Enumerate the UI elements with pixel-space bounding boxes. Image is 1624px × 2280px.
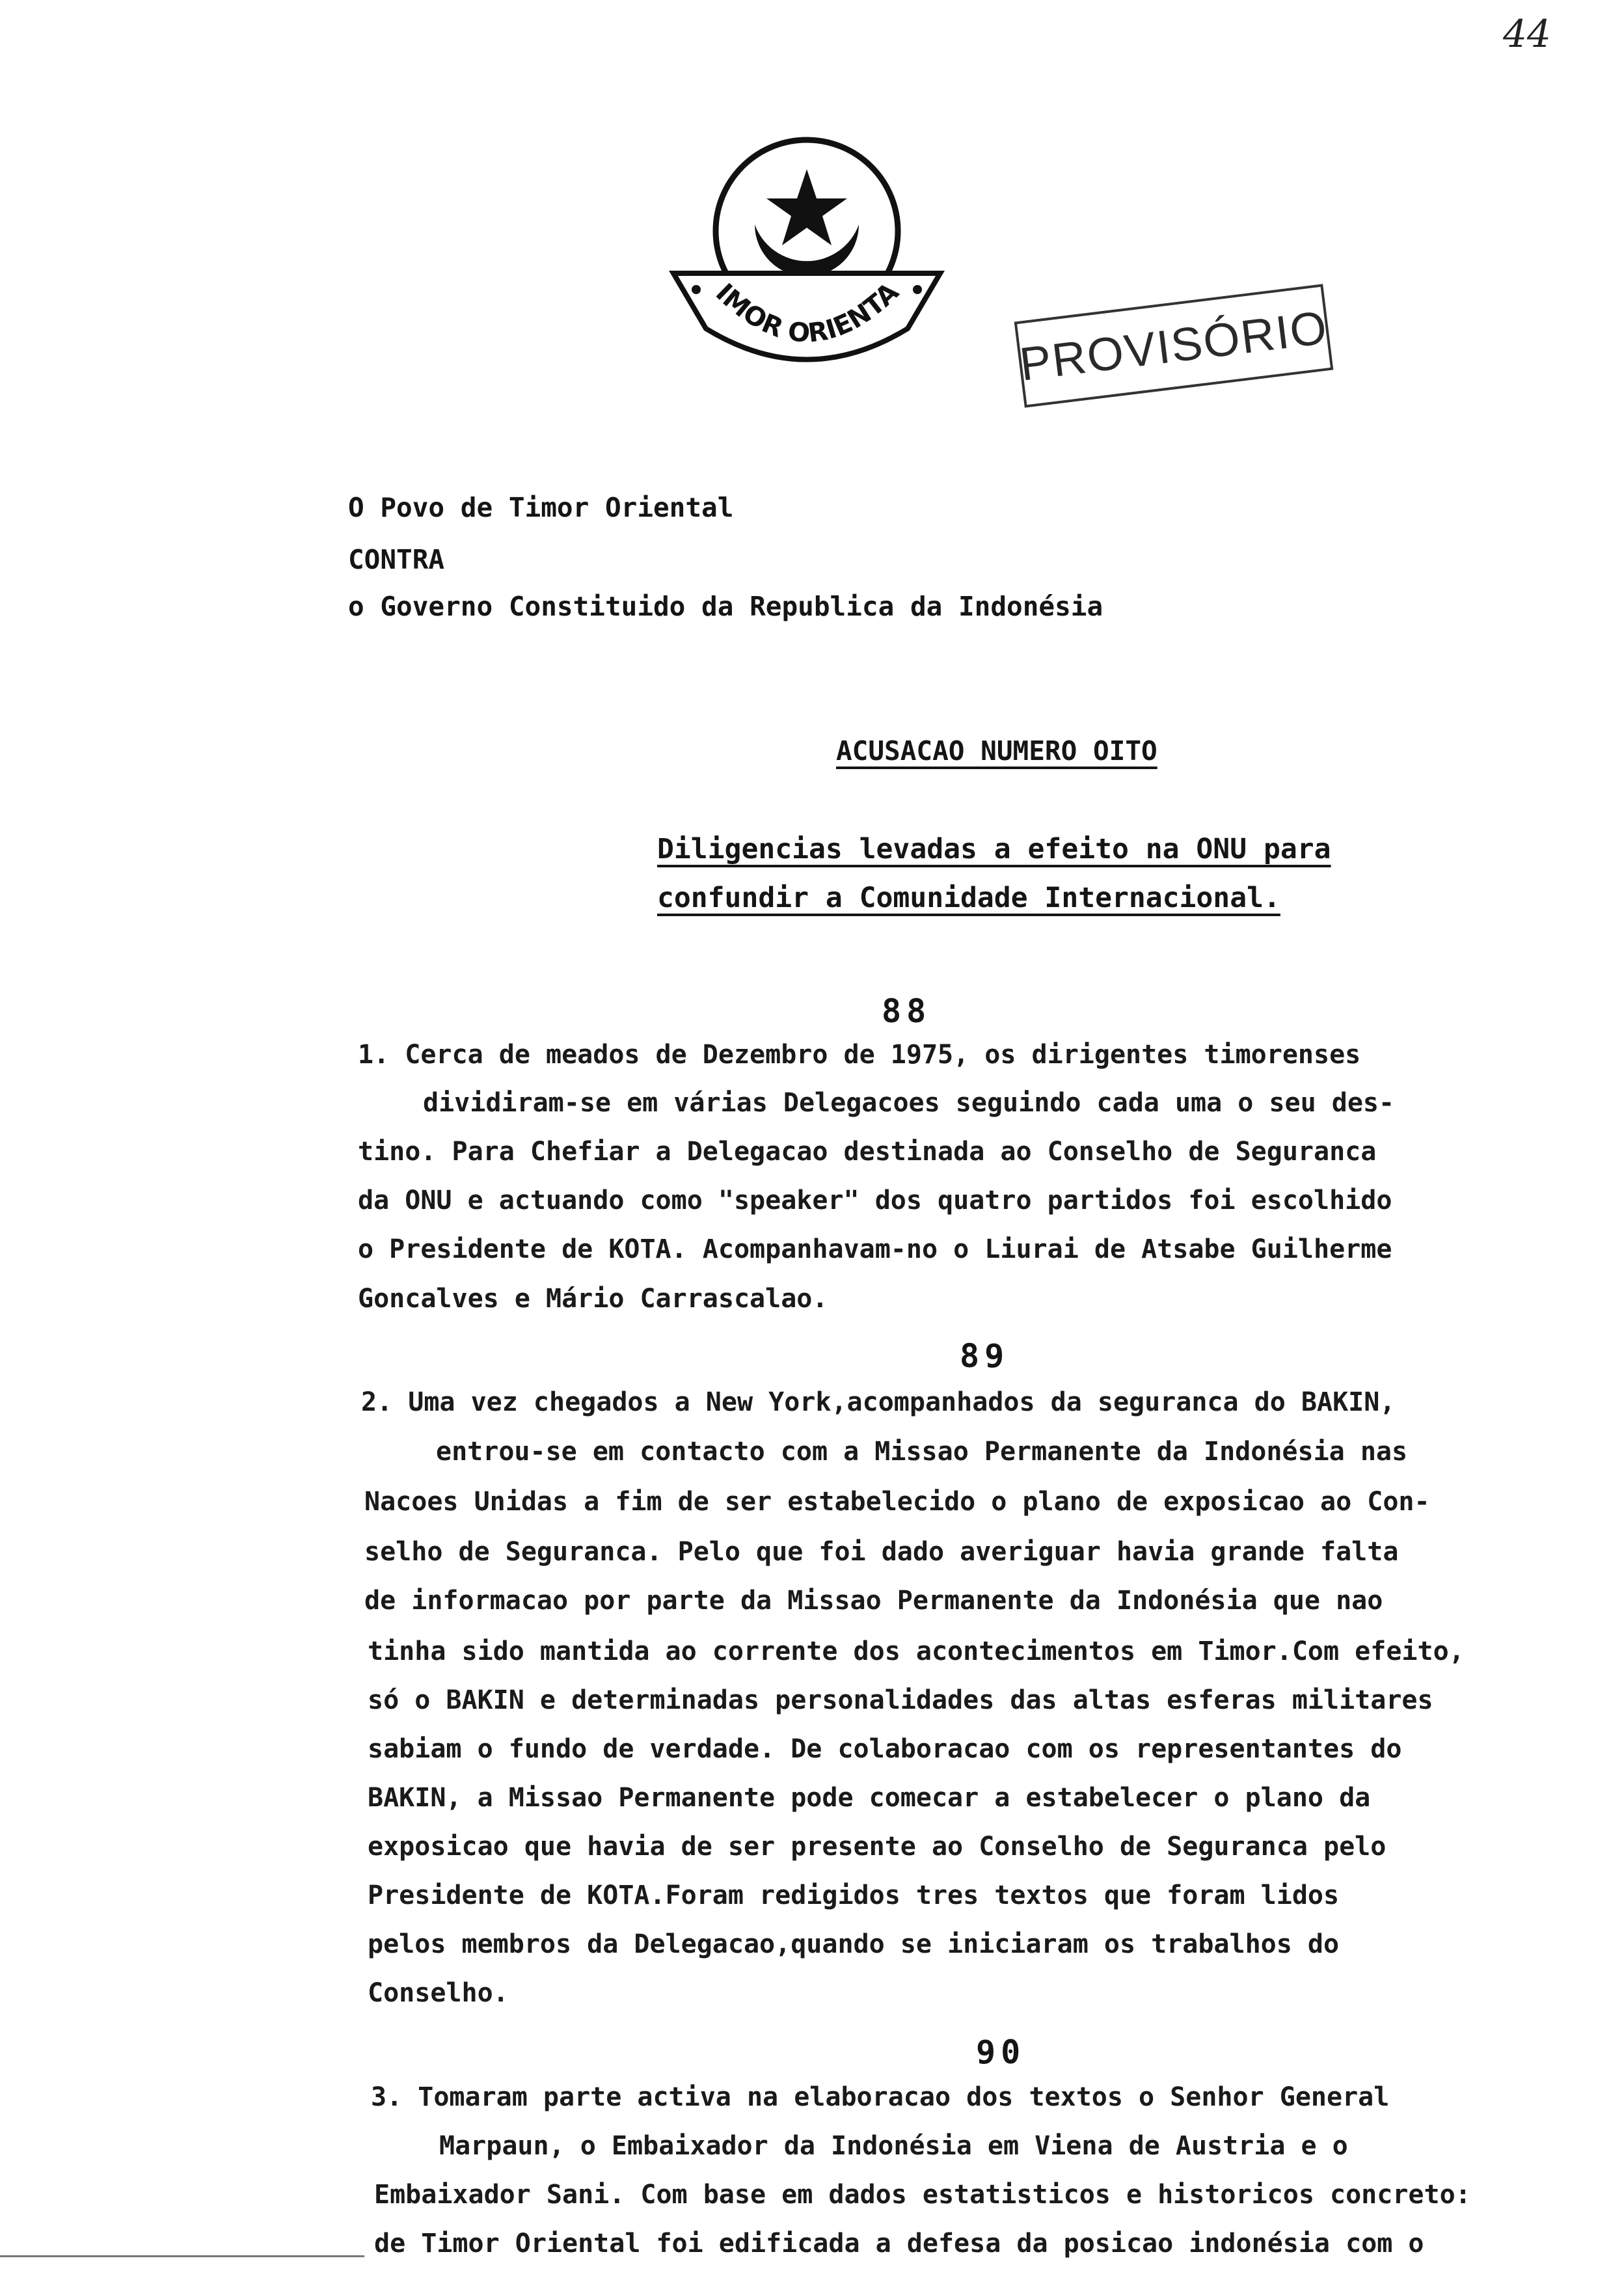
section-number: 90	[976, 2033, 1026, 2071]
paragraph-line: o Presidente de KOTA. Acompanhavam-no o Liurai de Atsabe Guilherme	[358, 1234, 1392, 1264]
paragraph-line: 1. Cerca de meados de Dezembro de 1975, os dirigentes timorenses	[358, 1040, 1361, 1070]
paragraph-line: entrou-se em contacto com a Missao Permanente da Indonésia nas	[436, 1437, 1408, 1467]
subtitle-line-2: confundir a Comunidade Internacional.	[657, 882, 1280, 914]
scan-edge-line	[0, 2255, 364, 2257]
section-number: 88	[882, 992, 932, 1030]
paragraph-line: tinha sido mantida ao corrente dos acontecimentos em Timor.Com efeito,	[368, 1636, 1465, 1666]
timor-oriental-emblem	[660, 133, 953, 400]
paragraph-line: Conselho.	[368, 1978, 509, 2008]
paragraph-line: da ONU e actuando como "speaker" dos quatro partidos foi escolhido	[358, 1186, 1392, 1215]
paragraph-line: de informacao por parte da Missao Permanente da Indonésia que nao	[364, 1586, 1383, 1616]
header-line-contra: CONTRA	[348, 544, 445, 575]
paragraph-line: Marpaun, o Embaixador da Indonésia em Viena de Austria e o	[439, 2131, 1348, 2161]
stamp-text: PROVISÓRIO	[1016, 301, 1331, 391]
paragraph-line: dividiram-se em várias Delegacoes seguindo cada uma o seu des-	[423, 1088, 1395, 1118]
paragraph-line: Presidente de KOTA.Foram redigidos tres textos que foram lidos	[368, 1880, 1340, 1910]
star-crescent-emblem-icon	[660, 133, 953, 400]
paragraph-line: Nacoes Unidas a fim de ser estabelecido o plano de exposicao ao Con-	[364, 1487, 1430, 1517]
page-number: 44	[1503, 12, 1551, 56]
paragraph-line: Goncalves e Mário Carrascalao.	[358, 1284, 828, 1314]
header-line-government: o Governo Constituido da Republica da Indonésia	[348, 591, 1103, 622]
paragraph-line: sabiam o fundo de verdade. De colaboracao com os representantes do	[368, 1734, 1402, 1764]
paragraph-line: Embaixador Sani. Com base em dados estatisticos e historicos concreto:	[374, 2180, 1471, 2210]
paragraph-line: tino. Para Chefiar a Delegacao destinada ao Conselho de Seguranca	[358, 1137, 1377, 1167]
paragraph-line: pelos membros da Delegacao,quando se iniciaram os trabalhos do	[368, 1929, 1340, 1959]
paragraph-line: só o BAKIN e determinadas personalidades das altas esferas militares	[368, 1685, 1433, 1715]
paragraph-line: exposicao que havia de ser presente ao Conselho de Seguranca pelo	[368, 1832, 1387, 1862]
header-line-people: O Povo de Timor Oriental	[348, 492, 734, 523]
paragraph-line: 3. Tomaram parte activa na elaboracao dos textos o Senhor General	[371, 2082, 1390, 2112]
paragraph-line: BAKIN, a Missao Permanente pode comecar a estabelecer o plano da	[368, 1783, 1371, 1813]
paragraph-line: de Timor Oriental foi edificada a defesa da posicao indonésia com o	[374, 2229, 1424, 2259]
subtitle-line-1: Diligencias levadas a efeito na ONU para	[657, 833, 1331, 865]
emblem-text: IMOR ORIENTA	[709, 277, 905, 349]
paragraph-line: selho de Seguranca. Pelo que foi dado averiguar havia grande falta	[364, 1537, 1399, 1567]
paragraph-line: 2. Uma vez chegados a New York,acompanhados da seguranca do BAKIN,	[361, 1387, 1396, 1417]
section-number: 89	[960, 1337, 1010, 1375]
document-title: ACUSACAO NUMERO OITO	[836, 735, 1157, 767]
provisional-stamp	[1014, 284, 1334, 407]
